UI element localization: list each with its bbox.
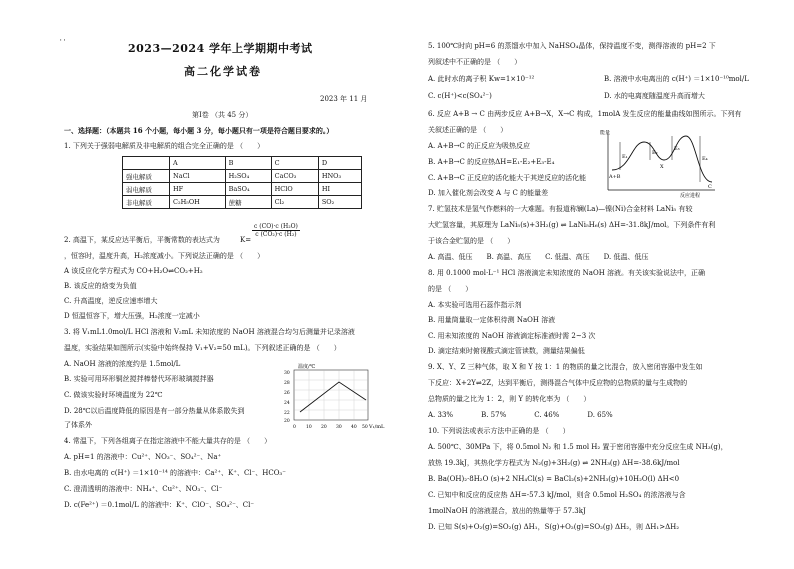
y-tick: 24	[284, 401, 290, 406]
q5-line2: 列叙述中不正确的是 （ ）	[428, 58, 522, 66]
y-tick: 30	[284, 371, 290, 376]
q6-line2: 关叙述正确的是 （ ）	[428, 126, 508, 134]
x-tick: 30	[336, 425, 342, 430]
q7-line2: 大贮氢容量，其原理为 LaNi₅(s)+3H₂(g) ⇌ LaNi₅H₆(s) ΔH=-31.8kJ/mol。下列条件有利	[428, 221, 716, 229]
temperature-curve	[300, 382, 366, 412]
y-tick: 26	[284, 391, 290, 396]
q2-numerator: c (CO)·c (H₂O)	[254, 223, 298, 230]
graph-xlabel: V₁/mL	[369, 424, 385, 430]
table-cell: B	[225, 157, 271, 170]
q6-option-b: B. A+B→C 的反应热ΔH=E₁-E₂+E₃-E₄	[428, 158, 555, 166]
table-row	[123, 196, 362, 209]
q10-option-a1: A. 500℃、30MPa 下，将 0.5mol N₂ 和 1.5 mol H₂ 置于密闭容器中充分反应生成 NH₃(g)，	[428, 443, 728, 451]
q3-option-b: B. 实验可用环形铜丝搅拌棒替代环形玻璃搅拌器	[64, 375, 214, 383]
q4-option-c: C. 澄清透明的溶液中：NH₄⁺、Cu²⁺、NO₃⁻、Cl⁻	[64, 485, 223, 493]
q6-energy-diagram	[600, 130, 720, 198]
q6-line1: 6. 反应 A+B → C 由两步反应 A+B→X，X→C 构成，1molA 发生反应的能量曲线如图所示。下列有	[428, 110, 742, 118]
q3-option-c: C. 做该实验时环境温度为 22℃	[64, 391, 163, 399]
corner-mark: ' '	[60, 39, 66, 46]
table-cell: CaCO₃	[271, 170, 318, 183]
exam-subtitle: 高二化学试卷	[184, 65, 262, 78]
q8-option-a: A. 本实验可选用石蕊作指示剂	[428, 301, 522, 309]
q4-option-b: B. 由水电离的 c(H⁺) ＝1×10⁻¹⁴ 的溶液中：Ca²⁺、K⁺、Cl⁻、HCO₃⁻	[64, 469, 286, 477]
q9-options: A. 33% B. 57% C. 46% D. 65%	[428, 411, 613, 419]
x-tick: 20	[321, 425, 327, 430]
graph-grid	[294, 370, 368, 420]
q2-line1b: ，恒容时，温度升高，H₂浓度减小。下列说法正确的是 （ ）	[64, 252, 265, 260]
q2-fraction	[252, 223, 300, 238]
table-row	[123, 170, 362, 183]
table-cell: H₂SO₄	[225, 170, 271, 183]
table-cell: Cl₂	[271, 196, 318, 209]
q8-line2: 的是 （ ）	[428, 285, 473, 293]
q7-options: A. 高温、低压 B. 高温、高压 C. 低温、高压 D. 低温、低压	[428, 253, 649, 261]
table-cell: HI	[318, 183, 361, 196]
table-cell: A	[170, 157, 226, 170]
y-tick: 20	[284, 419, 290, 424]
exam-title: 2023—2024 学年上学期期中考试	[128, 42, 313, 55]
q5-option-c: C. c(H⁺)<c(SO₄²⁻)	[428, 92, 492, 100]
q5-option-d: D. 水的电离度随温度升高而增大	[604, 92, 705, 100]
q5-line1: 5. 100℃时向 pH=6 的蒸馏水中加入 NaHSO₄晶体，保持温度不变，测得溶液的 pH=2 下	[428, 42, 716, 50]
x-tick: 40	[351, 425, 357, 430]
q2-line1: 2. 高温下，某反应达平衡后，平衡常数的表达式为	[64, 236, 220, 244]
q2-k: K=	[240, 236, 252, 244]
table-cell: HClO	[271, 183, 318, 196]
table-cell: 蔗糖	[225, 196, 271, 209]
label-e2: E₂	[652, 150, 658, 156]
q8-option-b: B. 用量筒量取一定体积待测 NaOH 溶液	[428, 316, 556, 324]
q1-stem: 1. 下列关于强弱电解质及非电解质的组合完全正确的是 （ ）	[64, 142, 265, 150]
x-tick: 10	[306, 425, 312, 430]
q6-option-c: C. A+B→C 正反应的活化能大于其逆反应的活化能	[428, 174, 587, 182]
table-cell: 强电解质	[123, 170, 170, 183]
y-tick: 22	[284, 411, 290, 416]
table-cell: C₂H₅OH	[170, 196, 226, 209]
graph-frame	[294, 370, 368, 420]
q2-option-d: D 恒温恒容下，增大压强，H₂浓度一定减小	[64, 312, 200, 320]
x-tick: 50	[362, 425, 368, 430]
q10-option-c1: C. 已知中和反应的反应热 ΔH=-57.3 kJ/mol，则含 0.5mol H₂SO₄ 的浓溶液与含	[428, 491, 686, 499]
q9-line3: 总物质的量之比为 1：2，则 Y 的转化率为 （ ）	[428, 395, 591, 403]
table-row	[123, 157, 362, 170]
q1-table	[122, 156, 362, 209]
label-e3: E₃	[674, 146, 680, 152]
q6-option-d: D. 加入催化剂会改变 A 与 C 的能量差	[428, 189, 549, 197]
q9-line1: 9. X、Y、Z 三种气体，取 X 和 Y 按 1：1 的物质的量之比混合，放入密闭容器中发生如	[428, 363, 703, 371]
table-cell: 弱电解质	[123, 183, 170, 196]
table-cell	[123, 157, 170, 170]
label-e4: E₄	[702, 156, 708, 162]
y-tick: 28	[284, 381, 290, 386]
q10-option-d: D. 已知 S(s)+O₂(g)=SO₂(g) ΔH₁，S(g)+O₂(g)=SO₂(g) ΔH₂，则 ΔH₁>ΔH₂	[428, 523, 680, 531]
instruction: 一、选择题：（本题共 16 个小题，每小题 3 分，每小题只有一项是符合题目要求的。）	[64, 126, 334, 135]
q8-option-d: D. 滴定结束时俯视酸式滴定管读数，测量结果偏低	[428, 347, 585, 355]
q4-option-d: D. c(Fe²⁺) ＝0.1mol/L 的溶液中：K⁺、ClO⁻、SO₄²⁻、Cl⁻	[64, 501, 255, 509]
q2-option-b: B. 该反应的焓变为负值	[64, 282, 137, 290]
label-e1: E₁	[622, 154, 628, 160]
q3-option-a: A. NaOH 溶液的浓度约是 1.5mol/L	[64, 360, 181, 368]
graph-ylabel: 温度/℃	[298, 364, 316, 370]
table-cell: HF	[170, 183, 226, 196]
label-x: X	[660, 164, 664, 170]
x-tick: 0	[293, 425, 296, 430]
section-title: 第Ⅰ卷 （共 45 分）	[192, 111, 253, 119]
q2-denominator: c (CO₂)·c (H₂)	[255, 231, 297, 238]
q8-line1: 8. 用 0.1000 mol·L⁻¹ HCl 溶液滴定未知浓度的 NaOH 溶液。有关该实验说法中，正确	[428, 269, 706, 277]
q8-option-c: C. 用未知浓度的 NaOH 溶液滴定标准液时需 2~3 次	[428, 332, 596, 340]
q10-option-c2: 1molNaOH 的溶液混合，放出的热量等于 57.3kJ	[428, 507, 586, 515]
q3-line1: 3. 将 V₁mL1.0mol/L HCl 溶液和 V₂mL 未知浓度的 NaOH 溶液混合均匀后测量并记录溶液	[64, 328, 355, 336]
table-row	[123, 183, 362, 196]
q3-line2: 温度，实验结果如图所示(实验中始终保持 V₁+V₂=50 mL)。下列叙述正确的是 （ ）	[64, 344, 341, 352]
label-c: C	[708, 184, 712, 190]
diagram-ylabel: 能量	[600, 130, 611, 136]
diagram-xlabel: 反应进程	[680, 193, 701, 198]
q5-option-b: B. 溶液中水电离出的 c(H⁺) ＝1×10⁻¹⁰mol/L	[604, 75, 749, 83]
q6-option-a: A. A+B→C 的正反应为吸热反应	[428, 142, 531, 150]
q2-option-a: A 该反应化学方程式为 CO+H₂O⇌CO₂+H₂	[64, 267, 203, 275]
q10-line1: 10. 下列说法或表示方法中正确的是 （ ）	[428, 427, 570, 435]
table-cell: BaSO₄	[225, 183, 271, 196]
table-cell: D	[318, 157, 361, 170]
table-cell: HNO₃	[318, 170, 361, 183]
q7-line3: 于该合金贮氢的是 （ ）	[428, 237, 515, 245]
q3-temperature-graph	[276, 362, 386, 434]
q2-option-c: C. 升高温度，逆反应速率增大	[64, 297, 158, 305]
table-cell: C	[271, 157, 318, 170]
q10-option-b: B. Ba(OH)₂·8H₂O (s)+2 NH₄Cl(s) = BaCl₂(s)+2NH₃(g)+10H₂O(l) ΔH<0	[428, 475, 680, 483]
table-cell: 非电解质	[123, 196, 170, 209]
q3-option-d1: D. 28℃以后温度降低的原因是有一部分热量从体系散失到	[64, 407, 245, 415]
q7-line1: 7. 贮氢技术是氢气作燃料的一大难题。有报道称镧(La)—镍(Ni)合金材料 LaNi₅ 有较	[428, 205, 693, 213]
q5-option-a: A. 此时水的离子积 Kw=1×10⁻¹²	[428, 75, 535, 83]
q10-option-a2: 放热 19.3kJ，其热化学方程式为 N₂(g)+3H₂(g) ⇌ 2NH₃(g) ΔH=-38.6kJ/mol	[428, 459, 680, 467]
q4-option-a: A. pH=1 的溶液中：Cu²⁺、NO₃⁻、SO₄²⁻、Na⁺	[64, 453, 222, 461]
q9-line2: 下反应：X+2Y⇌2Z，达到平衡后，测得混合气体中反应物的总物质的量与生成物的	[428, 379, 688, 387]
q4-stem: 4. 常温下，下列各组离子在指定溶液中不能大量共存的是 （ ）	[64, 437, 272, 445]
table-cell: NaCl	[170, 170, 226, 183]
label-ab: A+B	[609, 174, 621, 180]
q3-option-d2: 了体系外	[64, 421, 92, 429]
table-cell: SO₂	[318, 196, 361, 209]
exam-date: 2023 年 11 月	[320, 95, 368, 103]
